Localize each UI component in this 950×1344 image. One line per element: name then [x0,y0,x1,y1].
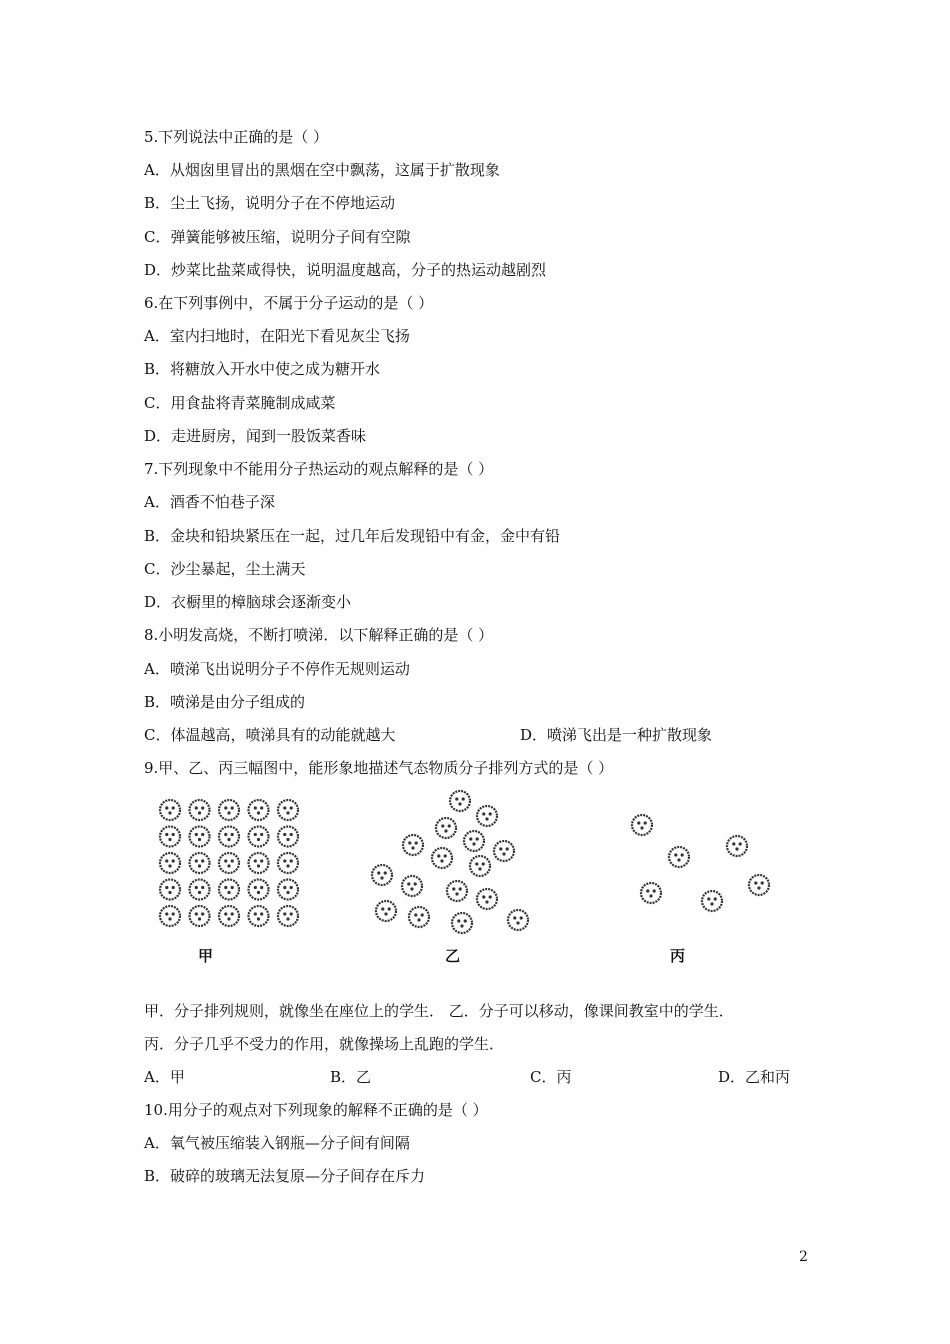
page-number: 2 [799,1249,808,1265]
molecule-icon [278,800,298,820]
question-10-option-b: B．破碎的玻璃无法复原—分子间存在斥力 [144,1167,426,1185]
question-9-explanation-1: 甲．分子排列规则，就像坐在座位上的学生． 乙．分子可以移动，像课间教室中的学生． [144,1002,734,1020]
molecule-icon [403,835,423,855]
molecule-arrangement-figure [140,783,820,973]
question-5-option-c: C．弹簧能够被压缩，说明分子间有空隙 [144,228,411,246]
figure-label-bing: 丙 [670,947,686,965]
question-8-option-d: D．喷涕飞出是一种扩散现象 [520,726,713,744]
question-6-option-c: C．用食盐将青菜腌制成咸菜 [144,394,336,412]
molecule-icon [160,853,180,873]
question-5-stem: 5.下列说法中正确的是（ ） [144,128,329,146]
question-7-option-d: D．衣橱里的樟脑球会逐渐变小 [144,593,352,611]
molecule-icon [219,827,239,847]
question-5-option-a: A．从烟囱里冒出的黑烟在空中飘荡，这属于扩散现象 [144,161,500,179]
molecule-icon [249,800,269,820]
molecule-icon [749,875,769,895]
question-9-option-c: C．丙 [530,1068,572,1086]
molecule-icon [190,906,210,926]
molecule-icon [278,880,298,900]
molecule-icon [278,853,298,873]
question-9-option-b: B．乙 [330,1068,372,1086]
molecule-icon [470,856,490,876]
question-10-stem: 10.用分子的观点对下列现象的解释不正确的是（ ） [144,1101,488,1119]
molecule-icon [402,876,422,896]
molecule-icon [160,800,180,820]
question-7-stem: 7.下列现象中不能用分子热运动的观点解释的是（ ） [144,460,494,478]
molecule-icon [669,847,689,867]
molecule-icon [160,906,180,926]
question-8-option-b: B．喷涕是由分子组成的 [144,693,306,711]
molecule-icon [727,836,747,856]
question-9-option-d: D．乙和丙 [718,1068,791,1086]
molecule-icon [160,880,180,900]
question-5-option-d: D．炒菜比盐菜咸得快，说明温度越高，分子的热运动越剧烈 [144,261,547,279]
molecule-icon [477,889,497,909]
question-8-option-a: A．喷涕飞出说明分子不停作无规则运动 [144,660,410,678]
molecule-icon [219,880,239,900]
molecule-icon [190,800,210,820]
question-9-explanation-2: 丙．分子几乎不受力的作用，就像操场上乱跑的学生． [144,1035,505,1053]
question-8-option-c: C．体温越高，喷涕具有的动能就越大 [144,726,396,744]
molecule-icon [432,848,452,868]
molecule-icon [641,883,661,903]
question-6-option-a: A．室内扫地时，在阳光下看见灰尘飞扬 [144,327,410,345]
molecule-icon [249,853,269,873]
molecule-icon [219,800,239,820]
question-6-option-b: B．将糖放入开水中使之成为糖开水 [144,360,381,378]
molecule-icon [219,906,239,926]
question-10-option-a: A．氧气被压缩装入钢瓶—分子间有间隔 [144,1134,410,1152]
molecule-icon [190,880,210,900]
molecule-icon [249,906,269,926]
molecule-icon [450,791,470,811]
figure-label-jia: 甲 [198,947,214,965]
question-6-stem: 6.在下列事例中，不属于分子运动的是（ ） [144,294,434,312]
molecule-icon [409,907,429,927]
question-5-option-b: B．尘土飞扬，说明分子在不停地运动 [144,194,396,212]
question-7-option-b: B．金块和铅块紧压在一起，过几年后发现铅中有金，金中有铅 [144,527,561,545]
molecule-icon [278,906,298,926]
figure-label-yi: 乙 [445,947,461,965]
question-8-stem: 8.小明发高烧，不断打喷涕．以下解释正确的是（ ） [144,626,494,644]
figure-jia-solid [150,793,310,933]
molecule-icon [249,827,269,847]
question-7-option-c: C．沙尘暴起，尘土满天 [144,560,306,578]
molecule-icon [477,806,497,826]
molecule-icon [190,827,210,847]
molecule-icon [508,910,528,930]
molecule-icon [702,891,722,911]
molecule-icon [632,815,652,835]
figure-yi-liquid [370,783,540,943]
figure-bing-gas [620,803,780,923]
molecule-icon [278,827,298,847]
molecule-icon [219,853,239,873]
molecule-icon [376,901,396,921]
molecule-icon [160,827,180,847]
molecule-icon [464,831,484,851]
question-6-option-d: D．走进厨房，闻到一股饭菜香味 [144,427,367,445]
question-9-option-a: A．甲 [144,1068,185,1086]
molecule-icon [190,853,210,873]
question-9-stem: 9.甲、乙、丙三幅图中，能形象地描述气态物质分子排列方式的是（ ） [144,759,614,777]
molecule-icon [494,841,514,861]
molecule-icon [436,818,456,838]
question-7-option-a: A．酒香不怕巷子深 [144,493,275,511]
molecule-icon [372,865,392,885]
molecule-icon [249,880,269,900]
molecule-icon [447,881,467,901]
molecule-icon [452,913,472,933]
